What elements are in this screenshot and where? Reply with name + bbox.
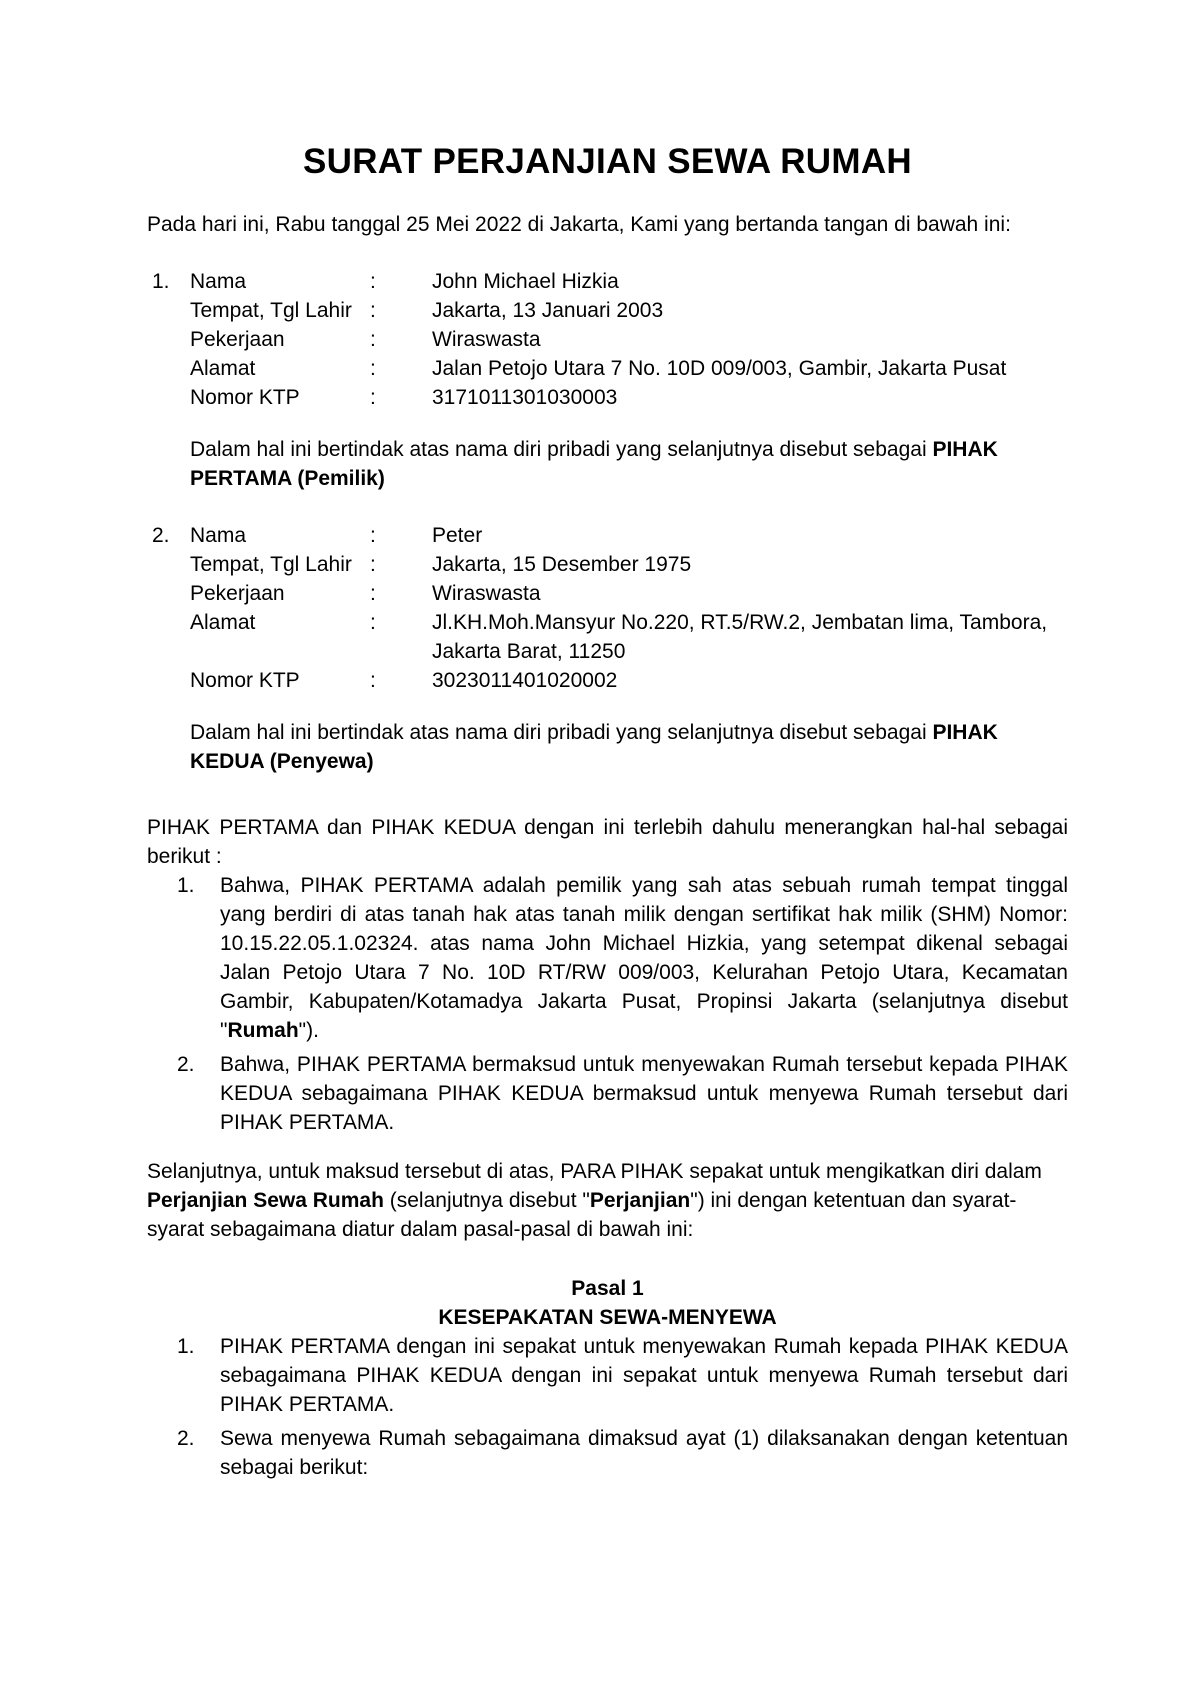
field-value: Wiraswasta [432, 582, 541, 605]
list-item [147, 1332, 1068, 1419]
item-text: Sewa menyewa Rumah sebagaimana dimaksud ayat (1) dilaksanakan dengan ketentuan sebagai berikut: [220, 1427, 1068, 1479]
preamble-list [147, 871, 1068, 1137]
field-value: 3023011401020002 [432, 669, 618, 692]
item-number: 2. [177, 1053, 195, 1076]
field-label: Alamat [190, 611, 256, 634]
field-value: Jakarta, 13 Januari 2003 [432, 299, 664, 322]
party-1-pekerjaan-row [147, 325, 1068, 354]
field-colon: : [370, 611, 376, 634]
party-2-ktp-row [147, 666, 1068, 695]
field-colon: : [370, 582, 376, 605]
field-value: Jalan Petojo Utara 7 No. 10D 009/003, Gambir, Jakarta Pusat [432, 357, 1007, 380]
party-1-alamat-row [147, 354, 1068, 383]
field-colon: : [370, 270, 376, 293]
field-colon: : [370, 386, 376, 409]
field-value: Jl.KH.Moh.Mansyur No.220, RT.5/RW.2, Jembatan lima, Tambora, Jakarta Barat, 11250 [432, 611, 1048, 663]
field-colon: : [370, 299, 376, 322]
field-value: 3171011301030003 [432, 386, 618, 409]
item-text: Bahwa, PIHAK PERTAMA adalah pemilik yang sah atas sebuah rumah tempat tinggal yang berdiri di atas tanah hak atas tanah milik dengan sertifikat hak milik (SHM) Nomor: 10.15.22.05.1.02324. atas nama John Michael Hizkia, yang setempat dikenal sebagai Jalan Petojo Utara 7 No. 10D RT/RW 009/003, Kelurahan Petojo Utara, Kecamatan Gambir, Kabupaten/Kotamadya Jakarta Pusat, Propinsi Jakarta (selanjutnya disebut " [220, 874, 1068, 1042]
closing-bold: Perjanjian [589, 1189, 691, 1212]
item-bold: Rumah [227, 1019, 299, 1042]
closing-text: ") ini dengan ketentuan dan syarat-syarat sebagaimana diatur dalam pasal-pasal di bawah ini: [147, 1189, 1017, 1241]
party-1-role [147, 435, 1068, 493]
party-1-block [147, 267, 1068, 493]
field-colon: : [370, 553, 376, 576]
party-1-nama-row [147, 267, 1068, 296]
field-colon: : [370, 669, 376, 692]
item-text-end: "). [298, 1019, 319, 1042]
closing-paragraph [147, 1157, 1068, 1244]
field-label: Nomor KTP [190, 669, 300, 692]
party-2-nama-row [147, 521, 1068, 550]
field-label: Alamat [190, 357, 256, 380]
role-bold-pre: PIHAK [932, 721, 998, 744]
party-number: 1. [152, 270, 170, 293]
field-colon: : [370, 328, 376, 351]
list-item [147, 1424, 1068, 1482]
field-value: Wiraswasta [432, 328, 541, 351]
party-2-pekerjaan-row [147, 579, 1068, 608]
pasal-number: Pasal 1 [571, 1277, 644, 1300]
closing-bold: Perjanjian Sewa Rumah [147, 1189, 384, 1212]
field-value: Peter [432, 524, 483, 547]
item-text: PIHAK PERTAMA dengan ini sepakat untuk menyewakan Rumah kepada PIHAK KEDUA sebagaimana PIHAK KEDUA dengan ini sepakat untuk menyewa Rumah tersebut dari PIHAK PERTAMA. [220, 1335, 1068, 1416]
preamble-intro: PIHAK PERTAMA dan PIHAK KEDUA dengan ini terlebih dahulu menerangkan hal-hal sebagai berikut : [147, 816, 1068, 868]
list-item [147, 871, 1068, 1045]
field-colon: : [370, 357, 376, 380]
party-1-ktp-row [147, 383, 1068, 412]
item-number: 1. [177, 874, 195, 897]
role-bold: KEDUA (Penyewa) [190, 750, 374, 773]
party-2-block [147, 521, 1068, 776]
field-colon: : [370, 524, 376, 547]
party-2-role [147, 718, 1068, 776]
document-title: SURAT PERJANJIAN SEWA RUMAH [303, 142, 912, 181]
party-2-ttl-row [147, 550, 1068, 579]
field-value: John Michael Hizkia [432, 270, 619, 293]
field-label: Pekerjaan [190, 582, 285, 605]
role-bold: PIHAK PERTAMA (Pemilik) [190, 438, 998, 490]
role-text: Dalam hal ini bertindak atas nama diri pribadi yang selanjutnya disebut sebagai [190, 721, 933, 744]
closing-text: (selanjutnya disebut " [383, 1189, 590, 1212]
item-text: Bahwa, PIHAK PERTAMA bermaksud untuk menyewakan Rumah tersebut kepada PIHAK KEDUA sebagaimana PIHAK KEDUA bermaksud untuk menyewa Rumah tersebut dari PIHAK PERTAMA. [220, 1053, 1068, 1134]
closing-text: Selanjutnya, untuk maksud tersebut di atas, PARA PIHAK sepakat untuk mengikatkan diri dalam [147, 1160, 1042, 1183]
field-label: Pekerjaan [190, 328, 285, 351]
pasal-1-list [147, 1332, 1068, 1482]
party-number: 2. [152, 524, 170, 547]
field-label: Nomor KTP [190, 386, 300, 409]
field-label: Nama [190, 524, 247, 547]
field-label: Nama [190, 270, 247, 293]
pasal-1-heading [147, 1274, 1068, 1332]
field-value: Jakarta, 15 Desember 1975 [432, 553, 692, 576]
opening-paragraph: Pada hari ini, Rabu tanggal 25 Mei 2022 di Jakarta, Kami yang bertanda tangan di bawah ini: [147, 213, 1011, 236]
field-label: Tempat, Tgl Lahir [190, 299, 352, 322]
preamble-section [147, 813, 1068, 1137]
party-1-ttl-row [147, 296, 1068, 325]
item-number: 2. [177, 1427, 195, 1450]
item-number: 1. [177, 1335, 195, 1358]
pasal-title: KESEPAKATAN SEWA-MENYEWA [438, 1306, 777, 1329]
list-item [147, 1050, 1068, 1137]
field-label: Tempat, Tgl Lahir [190, 553, 352, 576]
party-2-alamat-row [147, 608, 1068, 666]
role-text: Dalam hal ini bertindak atas nama diri pribadi yang selanjutnya disebut sebagai [190, 438, 933, 461]
